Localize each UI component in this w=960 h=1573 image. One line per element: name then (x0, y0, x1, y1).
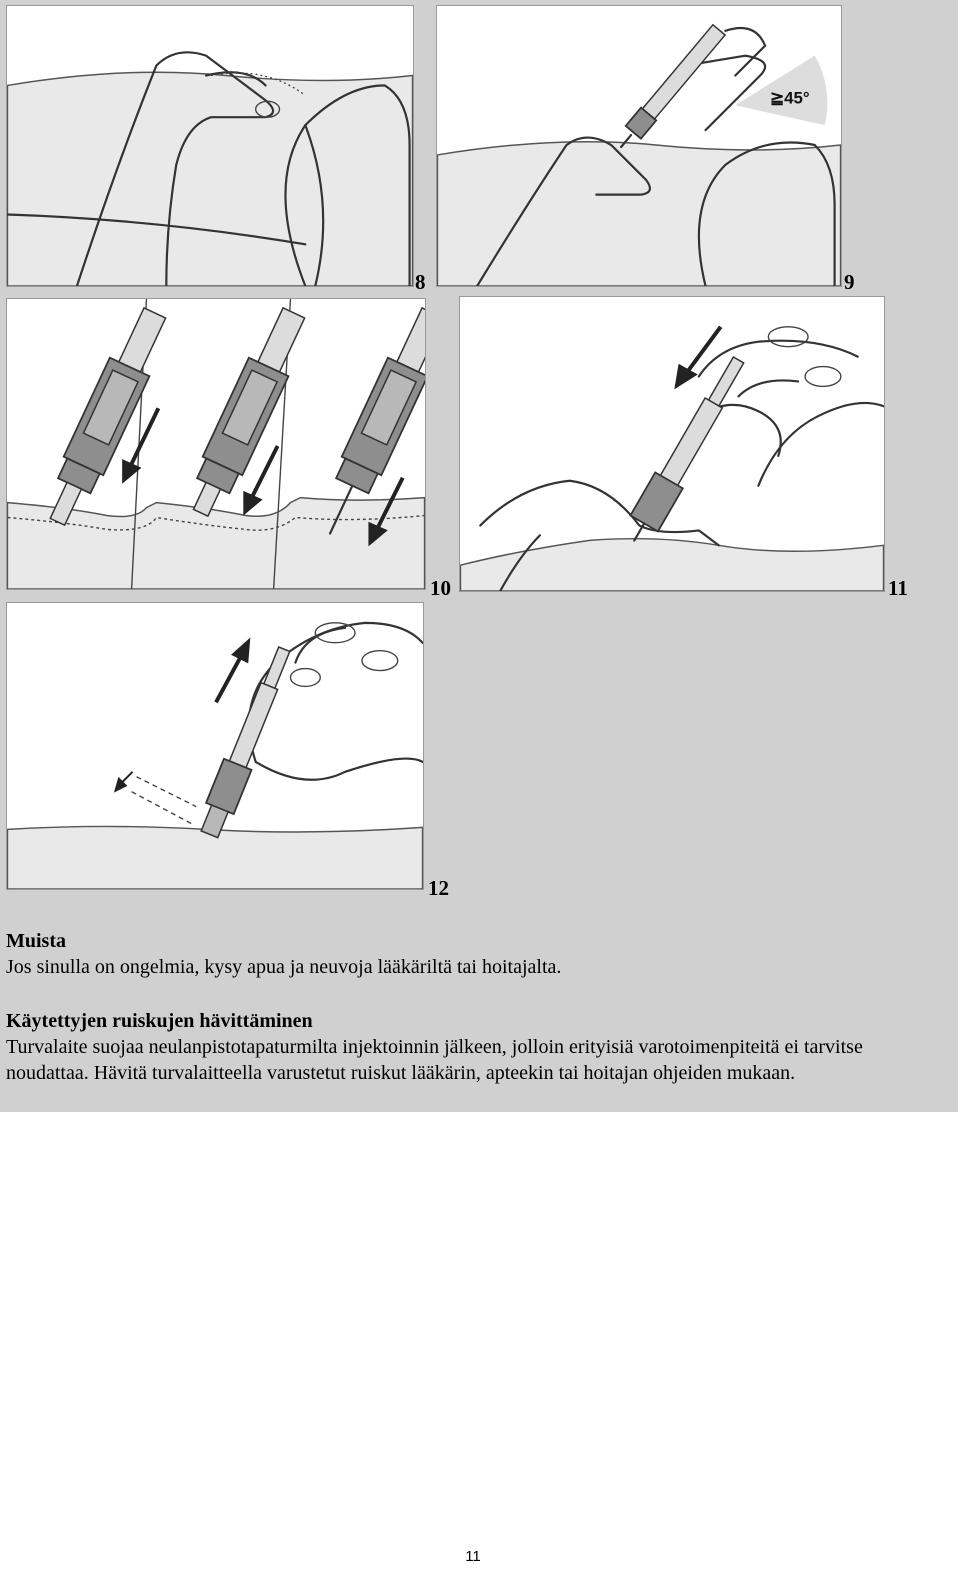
figure-9-illustration (437, 6, 841, 286)
remember-section (6, 928, 936, 980)
remember-text: Jos sinulla on ongelmia, kysy apua ja neuvoja lääkäriltä tai hoitajalta. (6, 956, 562, 978)
remember-heading: Muista (6, 930, 66, 952)
figure-number-9: 9 (844, 270, 855, 294)
figure-12-withdraw-needle (6, 602, 424, 890)
figure-8-pinch-skin (6, 5, 414, 287)
figure-number-11: 11 (888, 576, 908, 600)
figure-number-12: 12 (428, 876, 449, 900)
angle-label: ≧45° (770, 88, 810, 108)
figure-12-illustration (7, 603, 423, 889)
figure-10-needle-depth (6, 298, 426, 590)
figure-10-illustration (7, 299, 425, 589)
figure-number-8: 8 (415, 270, 426, 294)
figure-9-insert-needle (436, 5, 842, 287)
figure-number-10: 10 (430, 576, 451, 600)
figure-8-illustration (7, 6, 413, 286)
figure-11-illustration (460, 297, 884, 591)
disposal-text: Turvalaite suojaa neulanpistotapaturmilta injektoinnin jälkeen, jolloin erityisiä varotoimenpiteitä ei tarvitse noudattaa. Hävitä turvalaitteella varustetut ruiskut lääkärin, apteekin tai hoitajan ohjeiden mukaan. (6, 1036, 863, 1084)
figure-11-push-plunger (459, 296, 885, 592)
disposal-heading: Käytettyjen ruiskujen hävittäminen (6, 1010, 313, 1032)
page-number: 11 (465, 1548, 481, 1565)
disposal-section (6, 1008, 946, 1086)
